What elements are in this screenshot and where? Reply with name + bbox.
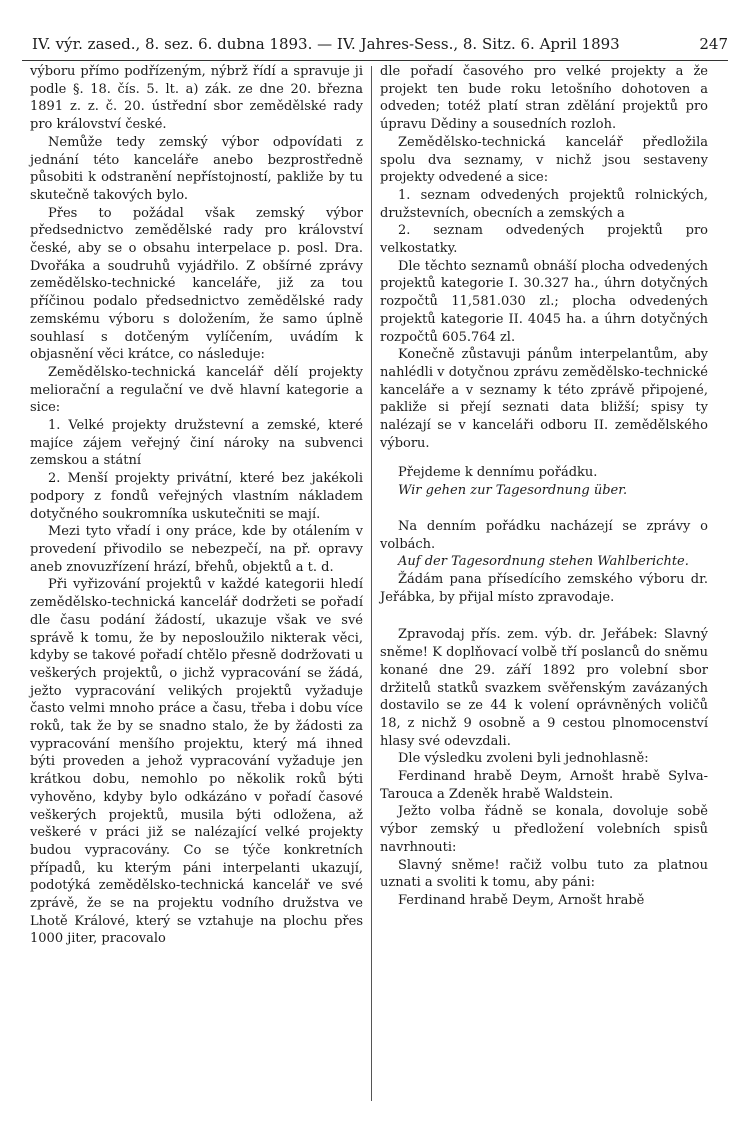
paragraph: Žádám pana přísedícího zemského výboru dr. Jeřábka, by přijal místo zpravodaje. <box>380 571 708 605</box>
paragraph: Přes to požádal však zemský výbor předsednictvo zemědělské rady pro království české, aby se o obsahu interpelace p. posl. Dra. Dvořáka a soudruhů vyjádřilo. Z obšírné zprávy zemědělsko-technické kanceláře, již za tou příčinou podalo předsednictvo zemědělské rady zemskému výboru s doložením, že samo úplně souhlasí s dotčeným vylíčením, uvádím k objasnění věci krátce, co následuje: <box>30 205 363 363</box>
agenda-statement: Na denním pořádku nacházejí se zprávy o volbách. <box>380 518 708 552</box>
list-item: 1. seznam odvedených projektů rolnických, družstevních, obecních a zemských a <box>380 187 708 221</box>
paragraph: Dle těchto seznamů obnáší plocha odvedených projektů kategorie I. 30.327 ha., úhrn dotyčných rozpočtů 11,581.030 zl.; plocha odvedených projektů kategorie II. 4045 ha. a úhrn dotyčných rozpočtů 605.764 zl. <box>380 258 708 345</box>
paragraph: Dle výsledku zvoleni byli jednohlasně: <box>398 751 649 767</box>
list-item: 2. Menší projekty privátní, které bez jakékoli podpory z fondů veřejných vlastním nákladem dotyčného soukromníka uskutečniti se mají. <box>30 471 363 522</box>
list-item: 1. Velké projekty družstevní a zemské, které majíce zájem veřejný činí nároky na subvenci zemskou a státní <box>30 418 363 469</box>
paragraph: výboru přímo podřízeným, nýbrž řídí a spravuje ji podle §. 18. čís. 5. lt. a) zák. ze dne 20. března 1891 z. z. č. 20. ústřední sbor zemědělské rady pro království české. <box>30 64 363 133</box>
page-number: 247 <box>699 35 728 53</box>
paragraph: Mezi tyto vřadí i ony práce, kde by otálením v provedení přivodilo se nebezpečí, na př. opravy aneb znovuzřízení hrází, břehů, objektů a t. d. <box>30 524 363 575</box>
paragraph: Konečně zůstavuji pánům interpelantům, aby nahlédli v dotyčnou zprávu zemědělsko-technické kanceláře a v seznamy k této zprávě připojené, pakliže si přejí seznati data bližší; spisy ty nalézají se v kanceláři odboru II. zemědělského výboru. <box>380 347 708 451</box>
rapporteur-speech: Zpravodaj přís. zem. výb. dr. Jeřábek: Slavný sněme! K doplňovací volbě tří poslanců do sněmu konané dne 29. září 1892 pro volební sbor držitelů statků svazkem svěřenským zavázaných dostavilo se ze 44 k volení oprávněných voličů 18, z nichž 9 osobně a 9 cestou plnomocenství hlasy své odevzdali. <box>380 627 708 749</box>
agenda-statement-german: Auf der Tagesordnung stehen Wahlberichte. <box>398 554 689 570</box>
paragraph: Zemědělsko-technická kancelář dělí projekty meliorační a regulační ve dvě hlavní kategorie a sice: <box>30 364 363 416</box>
header-rule <box>22 60 728 61</box>
paragraph: Ferdinand hrabě Deym, Arnošt hrabě <box>398 892 645 908</box>
list-item: 2. seznam odvedených projektů pro velkostatky. <box>380 223 708 257</box>
paragraph: Zemědělsko-technická kancelář předložila spolu dva seznamy, v nichž jsou sestaveny projekty odvedené a sice: <box>380 134 708 186</box>
chair-statement: Přejdeme k dennímu pořádku. <box>398 465 598 481</box>
column-divider <box>371 66 372 1101</box>
running-header <box>22 35 728 57</box>
header-czech: IV. výr. zased., 8. sez. 6. dubna 1893. — IV. Jahres-Sess., 8. Sitz. 6. April 1893 <box>32 35 620 53</box>
paragraph: Ježto volba řádně se konala, dovoluje sobě výbor zemský u předložení volebních spisů navrhnouti: <box>380 804 708 855</box>
paragraph: Při vyřizování projektů v každé kategorii hledí zemědělsko-technická kancelář dodržeti se pořadí dle času podání žádostí, ukazuje však ve své správě k tomu, že by neposloužilo nikterak věci, kdyby se takové pořadí chtělo přesně dodržovati u veškerých projektů, o jichž vypracování se žádá, ježto vypracování velikých projektů vyžaduje často velmi mnoho práce a času, třeba i dobu více roků, tak že by se snadno stalo, že by žádosti za vypracování menšího projektu, který má ihned býti proveden a jehož vypracování vyžaduje jen krátkou dobu, nemohlo po několik roků býti vyhověno, kdyby bylo odkázáno v pořadí časové veškerých projektů, musila býti odložena, až veškeré v práci již se nalézající velké projekty budou vypracovány. Co se týče konkretních případů, ku kterým páni interpelanti ukazují, podotýká zemědělsko-technická kancelář ve své zprávě, že se na projektu vodního družstva ve Lhotě Králové, který se vztahuje na plochu přes 1000 jiter, pracovalo <box>30 577 363 947</box>
chair-statement-german: Wir gehen zur Tagesordnung über. <box>398 483 628 499</box>
paragraph: Ferdinand hrabě Deym, Arnošt hrabě Sylva-Tarouca a Zdeněk hrabě Waldstein. <box>380 769 708 802</box>
paragraph: Slavný sněme! račiž volbu tuto za platnou uznati a svoliti k tomu, aby páni: <box>380 857 708 891</box>
right-column <box>380 63 708 910</box>
paragraph: Nemůže tedy zemský výbor odpovídati z jednání této kanceláře anebo bezprostředně působiti k odstranění nepřístojností, pakliže by tu skutečně takových bylo. <box>30 134 363 203</box>
paragraph: dle pořadí časového pro velké projekty a že projekt ten bude roku letošního dohotoven a odveden; totéž platí stran zdělání projektů pro úpravu Dědiny a sousedních rozloh. <box>380 64 708 133</box>
left-column <box>30 63 363 948</box>
